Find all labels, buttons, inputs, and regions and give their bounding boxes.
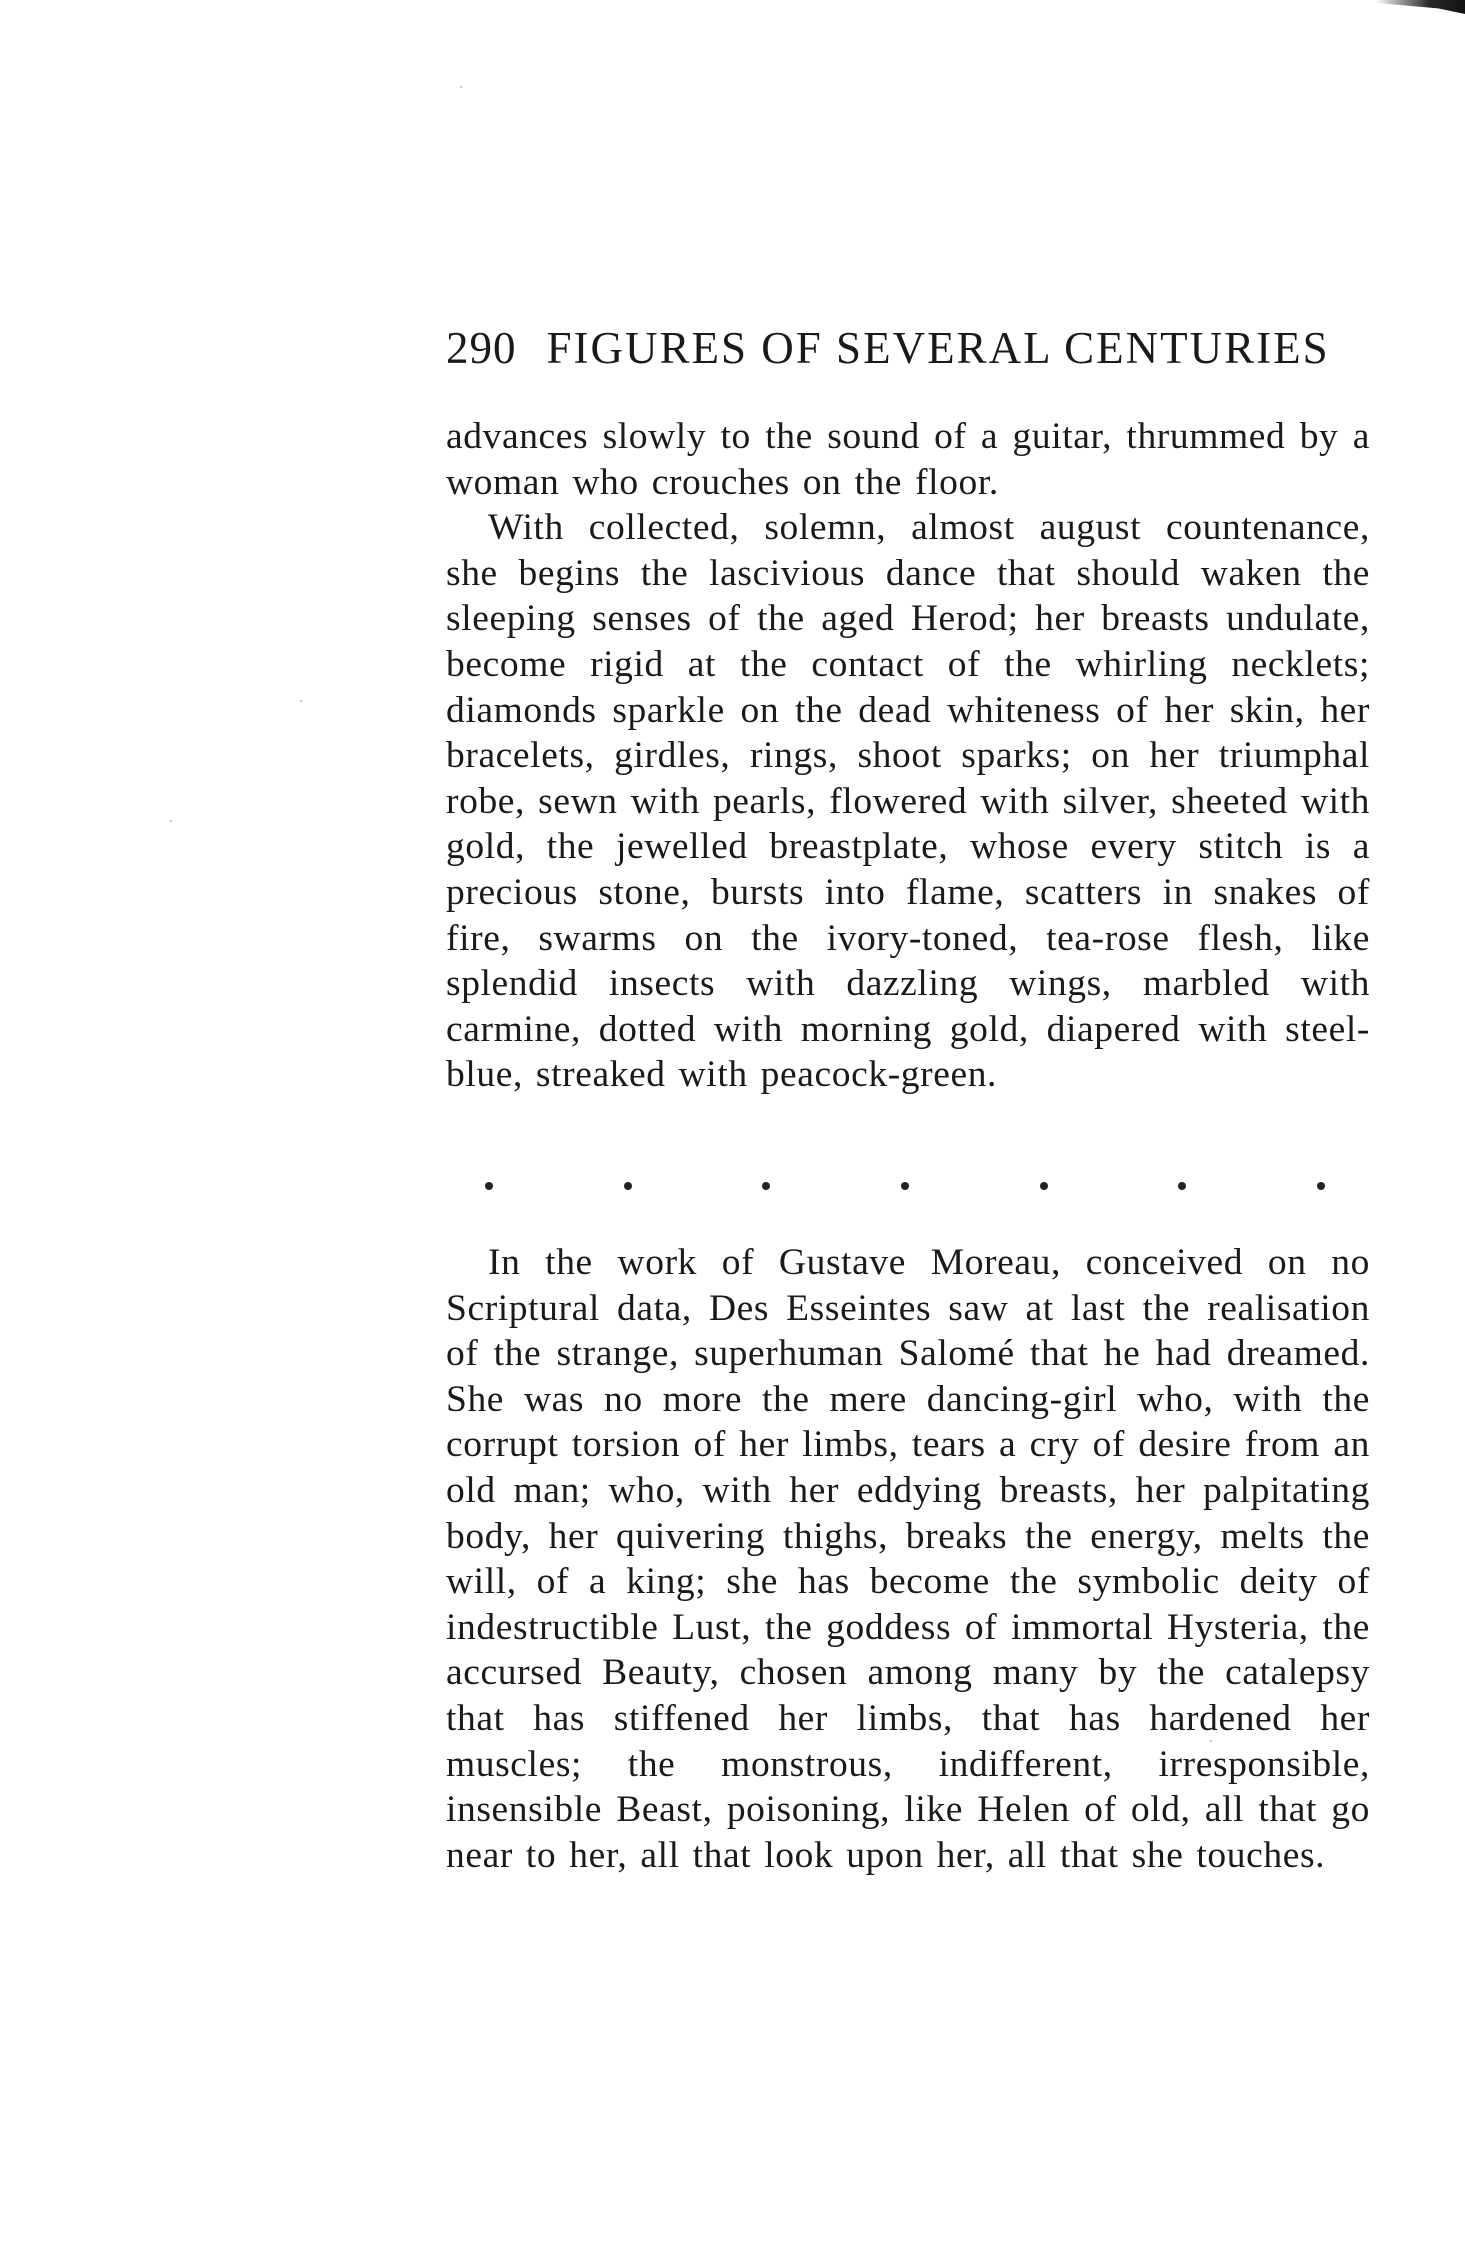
page-number: 290 [446, 323, 517, 373]
page-header [446, 322, 1366, 382]
ellipsis-dot [1317, 1182, 1325, 1190]
ellipsis-dot [624, 1182, 632, 1190]
paper-speck [170, 820, 172, 822]
ellipsis-dot [485, 1182, 493, 1190]
scan-edge-mark [1375, 0, 1465, 14]
paragraph-continuation: advances slowly to the sound of a guitar, thrummed by a woman who crouches on the floor. [446, 416, 1370, 503]
section-break-dots [485, 1182, 1325, 1190]
paragraph-moreau: In the work of Gustave Moreau, conceived on no Scriptural data, Des Esseintes saw at last the realisation of the strange, superhuman Salomé that he had dreamed. She was no more the mere dancing-girl who, with the corrupt torsion of her limbs, tears a cry of desire from an old man; who, with her eddying breasts, her palpitating body, her quivering thighs, breaks the energy, melts the will, of a king; she has become the symbolic deity of indestructible Lust, the goddess of immortal Hysteria, the accursed Beauty, chosen among many by the catalepsy that has stiffened her limbs, that has hardened her muscles; the monstrous, indifferent, irresponsible, insensible Beast, poisoning, like Helen of old, all that go near to her, all that look upon her, all that she touches. [446, 1242, 1370, 1876]
text-section-2 [446, 1240, 1370, 1878]
paper-speck [1210, 1740, 1212, 1742]
paragraph-dance: With collected, solemn, almost august countenance, she begins the lascivious dance that should waken the sleeping senses of the aged Herod; her breasts undulate, become rigid at the contact of the whirling necklets; diamonds sparkle on the dead whiteness of her skin, her bracelets, girdles, rings, shoot sparks; on her triumphal robe, sewn with pearls, flowered with silver, sheeted with gold, the jewelled breastplate, whose every stitch is a precious stone, bursts into flame, scatters in snakes of fire, swarms on the ivory-toned, tea-rose flesh, like splendid insects with dazzling wings, marbled with carmine, dotted with morning gold, diapered with steel-blue, streaked with peacock-green. [446, 507, 1370, 1096]
running-title: FIGURES OF SEVERAL CENTURIES [546, 323, 1330, 373]
text-section-1 [446, 414, 1370, 1098]
ellipsis-dot [762, 1182, 770, 1190]
ellipsis-dot [1040, 1182, 1048, 1190]
ellipsis-dot [1178, 1182, 1186, 1190]
paper-speck [460, 86, 462, 88]
paper-speck [300, 700, 302, 702]
ellipsis-dot [901, 1182, 909, 1190]
